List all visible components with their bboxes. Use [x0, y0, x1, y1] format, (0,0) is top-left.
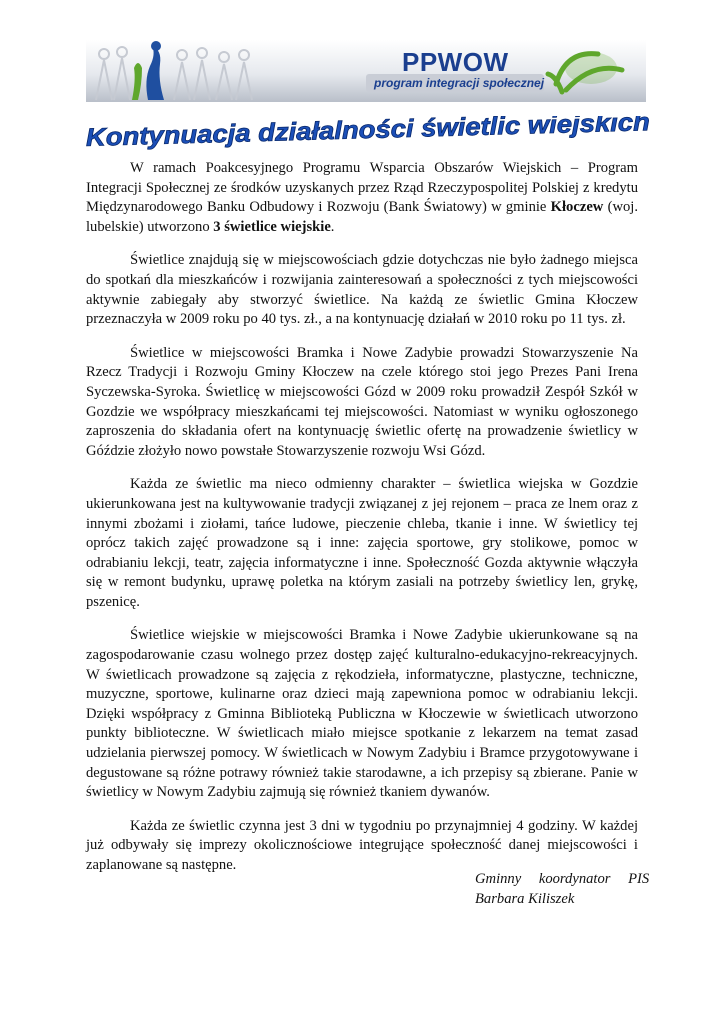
document-title — [84, 116, 654, 156]
brand-subtitle: program integracji społecznej — [374, 76, 545, 90]
header-banner — [86, 40, 646, 102]
banner-graphic — [86, 40, 646, 102]
signature-name: Barbara Kiliszek — [475, 890, 575, 907]
signature-role: Gminny koordynator PIS — [475, 871, 650, 887]
paragraph-1 — [86, 159, 638, 237]
text-run: (woj. lubelskie) utworzono — [86, 199, 638, 235]
signature-block — [475, 870, 649, 909]
text-run: Każda ze świetlic czynna jest 3 dni w tygodniu po przynajmniej 4 godziny. W każdej już odbywały się imprezy okolicznościowe integrujące społeczność danej miejscowości i zaplanowane są następne. — [86, 817, 638, 873]
brand-name: PPWOW — [402, 47, 509, 77]
text-run: Świetlice wiejskie w miejscowości Bramka i Nowe Zadybie ukierunkowane są na zagospodarowanie czasu wolnego przez dostęp zajęć kulturalno-edukacyjno-rekreacyjnych. W świetlicach prowadzone są zajęcia z rękodzieła, informatyczne, plastyczne, techniczne, muzyczne, sportowe, kulinarne oraz dzieci mają zapewniona pomoc w odrabianiu lekcji. Dzięki współpracy z Gminna Biblioteką Publiczna w Kłoczewie w świetlicach utworzono punkty biblioteczne. W świetlicach miało miejsce spotkanie z lekarzem na temat zasad udzielania pierwszej pomocy. W świetlicach w Nowym Zadybiu i Bramce przygotowywane i degustowane są różne potrawy również takie starodawne, a ich przepisy są zbierane. Panie w świetlicy w Nowym Zadybiu zajmują się również tkaniem dywanów. — [86, 627, 638, 801]
paragraph-3 — [86, 344, 638, 462]
text-run: W ramach Poakcesyjnego Programu Wsparcia Obszarów Wiejskich – Program Integracji Społecznej ze środków uzyskanych przez Rząd Rzeczypospolitej Polskiej z kredytu Międzynarodowego Banku Odbudowy i Rozwoju (Bank Światowy) w gminie — [86, 160, 638, 216]
bold-text: Kłoczew — [550, 199, 604, 216]
title-text: Kontynuacja działalności świetlic wiejskich — [85, 116, 601, 152]
body-text — [86, 159, 638, 890]
paragraph-5 — [86, 626, 638, 802]
text-run: Świetlice znajdują się w miejscowościach gdzie dotychczas nie było żadnego miejsca do spotkań dla mieszkańców i rozwijania zainteresowań a społeczności z tych miejscowości aktywnie zabiegały aby stworzyć świetlice. Na każdą ze świetlic Gmina Kłoczew przeznaczyła w 2009 roku po 40 tys. zł., a na kontynuację działań w 2010 roku po 11 tys. zł. — [86, 252, 638, 328]
text-run: Każda ze świetlic ma nieco odmienny charakter – świetlica wiejska w Gozdzie ukierunkowana jest na kultywowanie tradycji związanej z jej rejonem – praca ze lnem oraz z innymi zbożami i ziołami, tańce ludowe, pieczenie chleba, tkanie i inne. W świetlicy tej oprócz takich zajęć prowadzone są i inne: zajęcia sportowe, gry stolikowe, pomoc w odrabianiu lekcji, teatr, zajęcia informatyczne i inne. Społeczność Gozda aktywnie włączyła się w remont budynku, uprawę poletka na którym zasiali na potrzeby świetlicy len, grykę, pszenicę. — [86, 476, 638, 610]
text-run: Świetlice w miejscowości Bramka i Nowe Zadybie prowadzi Stowarzyszenie Na Rzecz Tradycji i Rozwoju Gminy Kłoczew na czele którego stoi jego Prezes Pani Irena Syczewska-Syroka. Świetlicę w miejscowości Gózd w 2009 roku prowadził Zespół Szkół w Gozdzie we współpracy mieszkańcami tej miejscowości. Natomiast w wyniku ogłoszonego zaproszenia do składania ofert na kontynuację świetlic ofertę na prowadzenie świetlicy w Góździe złożyło nowo powstałe Stowarzyszenie rozwoju Wsi Gózd. — [86, 344, 638, 459]
paragraph-6 — [86, 817, 638, 876]
paragraph-2 — [86, 251, 638, 329]
bold-text: 3 świetlice wiejskie — [213, 218, 331, 235]
text-run: . — [330, 218, 335, 235]
paragraph-4 — [86, 475, 638, 612]
